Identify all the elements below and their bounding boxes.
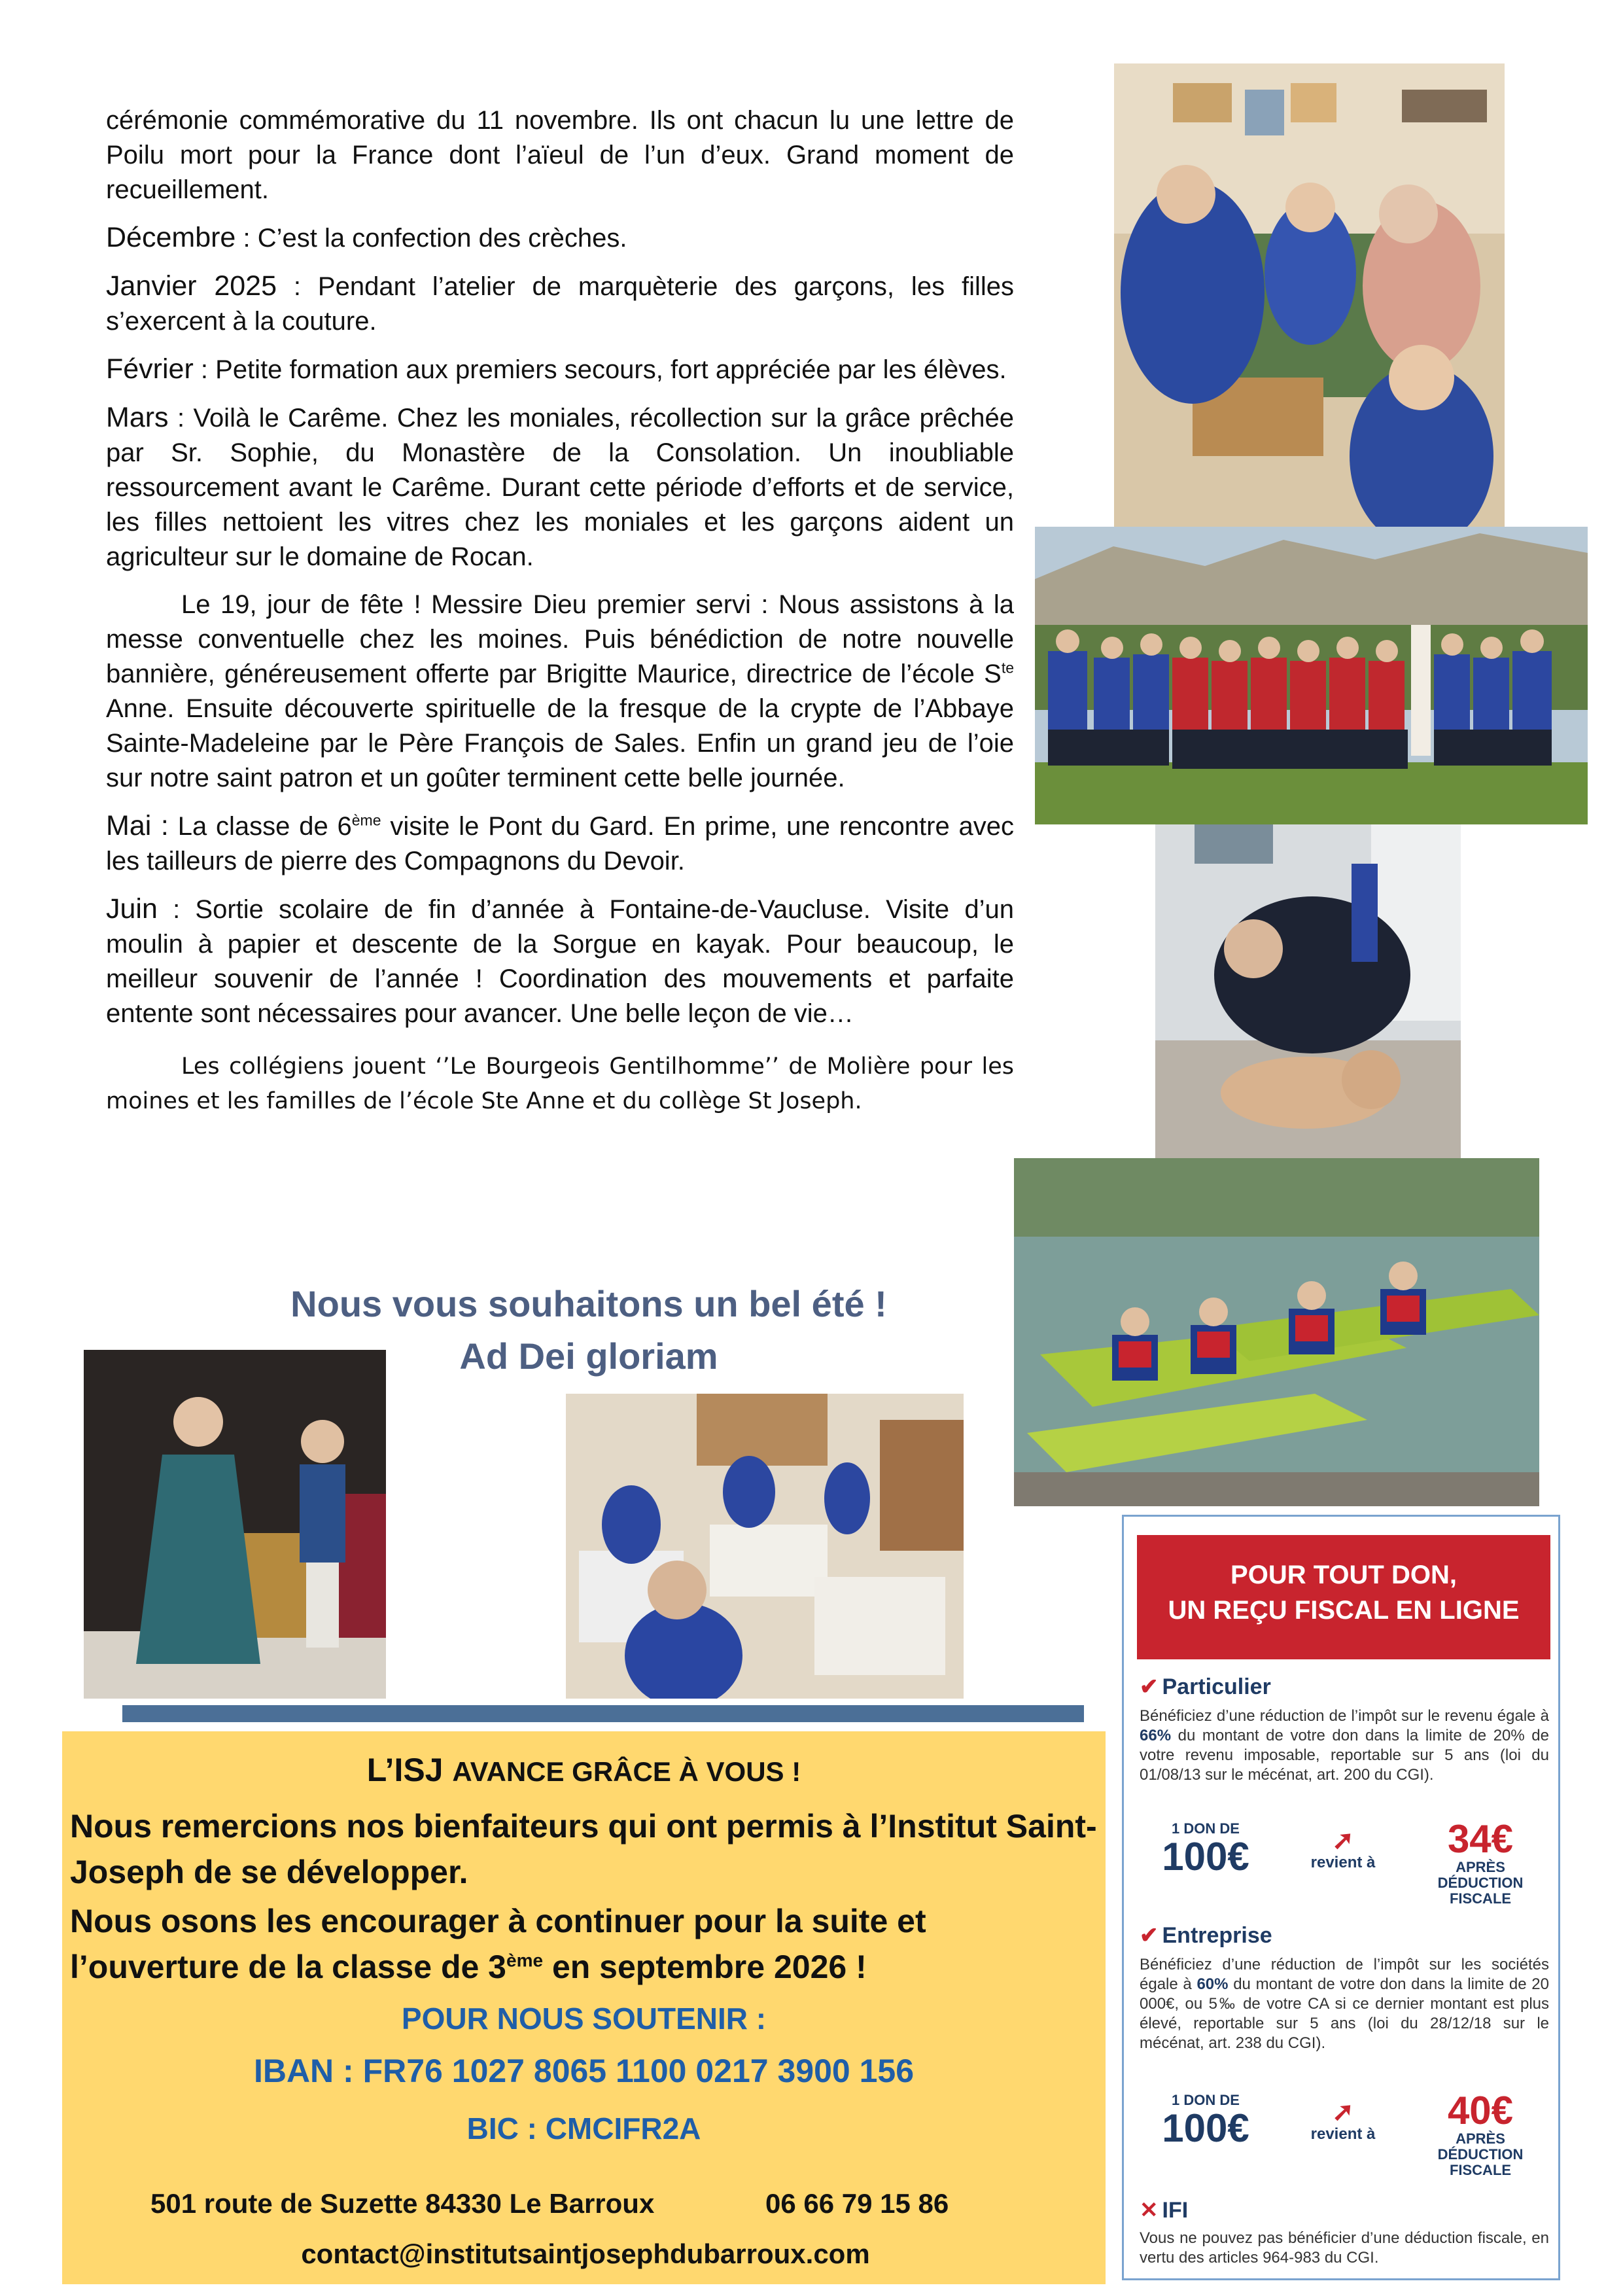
don-value: 100€ (1162, 2106, 1249, 2150)
email-address[interactable]: contact@institutsaintjosephdubarroux.com (301, 2238, 870, 2269)
article-text (106, 103, 1014, 1132)
body-text: Bénéficiez d’une réduction de l’impôt sur le revenu égale à (1140, 1707, 1549, 1725)
photo-marquetry-workshop (1114, 63, 1505, 527)
particulier-text (1140, 1706, 1549, 1785)
result-entreprise (1412, 2091, 1549, 2178)
check-icon: ✔ (1140, 1674, 1159, 1699)
fiscal-banner (1137, 1535, 1550, 1659)
result-caption: APRÈS DÉDUCTION (1437, 2130, 1524, 2163)
iban: IBAN : FR76 1027 8065 1100 0217 3900 156 (253, 2053, 915, 2089)
paragraph-juin (106, 892, 1014, 1031)
paragraph-text: : Pendant l’atelier de marquèterie des garçons, les filles s’exercent à la couture. (106, 272, 1014, 336)
body-text: du montant de votre don dans la limite de 20 000€, ou 5‰ de votre CA si ce dernier montant est plus élevé, reportable sur 5 ans (loi du 28/12/18 sur le mécénat, art. 238 du CGI). (1140, 1975, 1549, 2052)
support-cta: POUR NOUS SOUTENIR : (401, 2002, 767, 2036)
month-label: Mai : (106, 810, 169, 841)
superscript: ème (351, 811, 381, 829)
support-encourage-text: en septembre 2026 ! (543, 1949, 867, 1985)
month-label: Février (106, 353, 194, 385)
don-value: 100€ (1162, 1835, 1249, 1879)
paragraph-janvier (106, 269, 1014, 339)
body-text: Bénéficiez d’une réduction de l’impôt sur les sociétés égale à (1140, 1956, 1549, 1993)
fiscal-receipt-box (1122, 1515, 1560, 2280)
entreprise-text (1140, 1955, 1549, 2053)
month-label: Juin (106, 893, 158, 925)
superscript: te (1001, 659, 1014, 677)
section-title: IFI (1162, 2198, 1189, 2223)
phone-number[interactable]: 06 66 79 15 86 (765, 2188, 949, 2219)
section-title: Entreprise (1162, 1923, 1272, 1948)
paragraph-decembre (106, 221, 1014, 256)
section-entreprise (1140, 1922, 1272, 1949)
revient-particulier (1294, 1828, 1392, 1872)
paragraph-text: visite le Pont du Gard. En prime, une rencontre avec les tailleurs de pierre des Compagnons du Devoir. (106, 812, 1015, 875)
section-particulier (1140, 1674, 1271, 1700)
wish-line-1: Nous vous souhaitons un bel été ! (290, 1283, 887, 1324)
paragraph-text: : Petite formation aux premiers secours, fort appréciée par les élèves. (193, 355, 1007, 384)
support-box (62, 1731, 1106, 2284)
paragraph-text: : Sortie scolaire de fin d’année à Fontaine-de-Vaucluse. Visite d’un moulin à papier et descente de la Sorgue en kayak. Pour beaucoup, le meilleur souvenir de l’année ! Coordination des mouvements et parfaite entente sont nécessaires pour avancer. Une belle leçon de vie… (106, 895, 1014, 1028)
month-label: Mars (106, 402, 169, 433)
arrow-icon: ➚ (1332, 2098, 1354, 2127)
fiscal-banner-line-1: POUR TOUT DON, (1230, 1561, 1457, 1589)
paragraph-text: : C’est la confection des crèches. (236, 224, 627, 253)
don-label: 1 DON DE (1172, 1820, 1240, 1837)
paragraph-fevrier (106, 352, 1014, 387)
superscript: ème (506, 1950, 544, 1971)
section-title: Particulier (1162, 1674, 1271, 1699)
paragraph-text: La classe de 6 (168, 812, 352, 841)
cross-icon: ✕ (1140, 2198, 1159, 2223)
divider-bar (122, 1705, 1084, 1722)
result-value: 34€ (1447, 1817, 1514, 1861)
paragraph-fete (106, 588, 1014, 796)
support-title (62, 1751, 1106, 1789)
don-amount-particulier (1150, 1821, 1261, 1877)
photo-theatre-moliere (84, 1350, 386, 1699)
don-amount-entreprise (1150, 2093, 1261, 2149)
revient-entreprise (1294, 2099, 1392, 2144)
fiscal-banner-line-2: UN REÇU FISCAL EN LIGNE (1168, 1596, 1520, 1625)
percentage: 66% (1140, 1727, 1172, 1744)
paragraph-moliere: Les collégiens jouent ‘’Le Bourgeois Gentilhomme’’ de Molière pour les moines et les familles de l’école Ste Anne et du collège St Joseph. (106, 1053, 1014, 1114)
result-value: 40€ (1447, 2089, 1514, 2132)
photo-first-aid-training (1155, 824, 1461, 1158)
arrow-icon: ➚ (1332, 1826, 1354, 1855)
result-caption: FISCALE (1449, 2162, 1512, 2178)
body-text: du montant de votre don dans la limite de 20% de votre revenu imposable, reportable sur 5 ans (loi du 01/08/13 sur le mécénat, art. 200 du CGI). (1140, 1727, 1549, 1784)
photo-kayak-descent (1014, 1158, 1539, 1506)
wish-line-2: Ad Dei gloriam (459, 1335, 718, 1377)
photo-group-mountains (1035, 527, 1588, 824)
paragraph-mars (106, 400, 1014, 574)
result-particulier (1412, 1819, 1549, 1907)
bic: BIC : CMCIFR2A (466, 2111, 701, 2146)
result-caption: APRÈS DÉDUCTION (1437, 1859, 1524, 1891)
paragraph-novembre: cérémonie commémorative du 11 novembre. Ils ont chacun lu une lettre de Poilu mort pour la France dont l’aïeul de l’un d’eux. Grand moment de recueillement. (106, 106, 1014, 204)
paragraph-text: : Voilà le Carême. Chez les moniales, récollection sur la grâce prêchée par Sr. Sophie, du Monastère de la Consolation. Un inoubliable ressourcement avant le Carême. Durant cette période d’efforts et de service, les filles nettoient les vitres chez les moniales et les garçons aident un agriculteur sur le domaine de Rocan. (106, 404, 1014, 571)
support-encourage (70, 1898, 1097, 1990)
paragraph-text: Le 19, jour de fête ! Messire Dieu premier servi : Nous assistons à la messe conventuelle chez les moines. Puis bénédiction de notre nouvelle bannière, généreusement offerte par Brigitte Maurice, directrice de l’école S (106, 590, 1014, 688)
check-icon: ✔ (1140, 1923, 1159, 1948)
don-label: 1 DON DE (1172, 2092, 1240, 2108)
paragraph-text: Anne. Ensuite découverte spirituelle de la fresque de la crypte de l’Abbaye Sainte-Madeleine par le Père François de Sales. Enfin un grand jeu de l’oie sur notre saint patron et un goûter terminent cette belle journée. (106, 694, 1014, 792)
revient-label: revient à (1310, 2125, 1376, 2143)
support-title-isj: L’ISJ (366, 1752, 453, 1788)
support-encourage-text: Nous osons les encourager à continuer pour la suite et l’ouverture de la classe de 3 (70, 1903, 926, 1985)
support-title-rest: AVANCE GRÂCE À VOUS ! (452, 1756, 801, 1787)
result-caption: FISCALE (1449, 1890, 1512, 1907)
photo-classroom (566, 1394, 964, 1699)
postal-address: 501 route de Suzette 84330 Le Barroux (150, 2188, 655, 2219)
month-label: Décembre (106, 222, 236, 253)
support-thanks: Nous remercions nos bienfaiteurs qui ont permis à l’Institut Saint-Joseph de se développer. (70, 1808, 1097, 1890)
revient-label: revient à (1310, 1854, 1376, 1871)
paragraph-mai (106, 809, 1014, 879)
section-ifi (1140, 2197, 1188, 2223)
month-label: Janvier 2025 (106, 270, 277, 302)
ifi-text: Vous ne pouvez pas bénéficier d’une déduction fiscale, en vertu des articles 964-983 du CGI. (1140, 2229, 1549, 2267)
percentage: 60% (1196, 1975, 1229, 1993)
